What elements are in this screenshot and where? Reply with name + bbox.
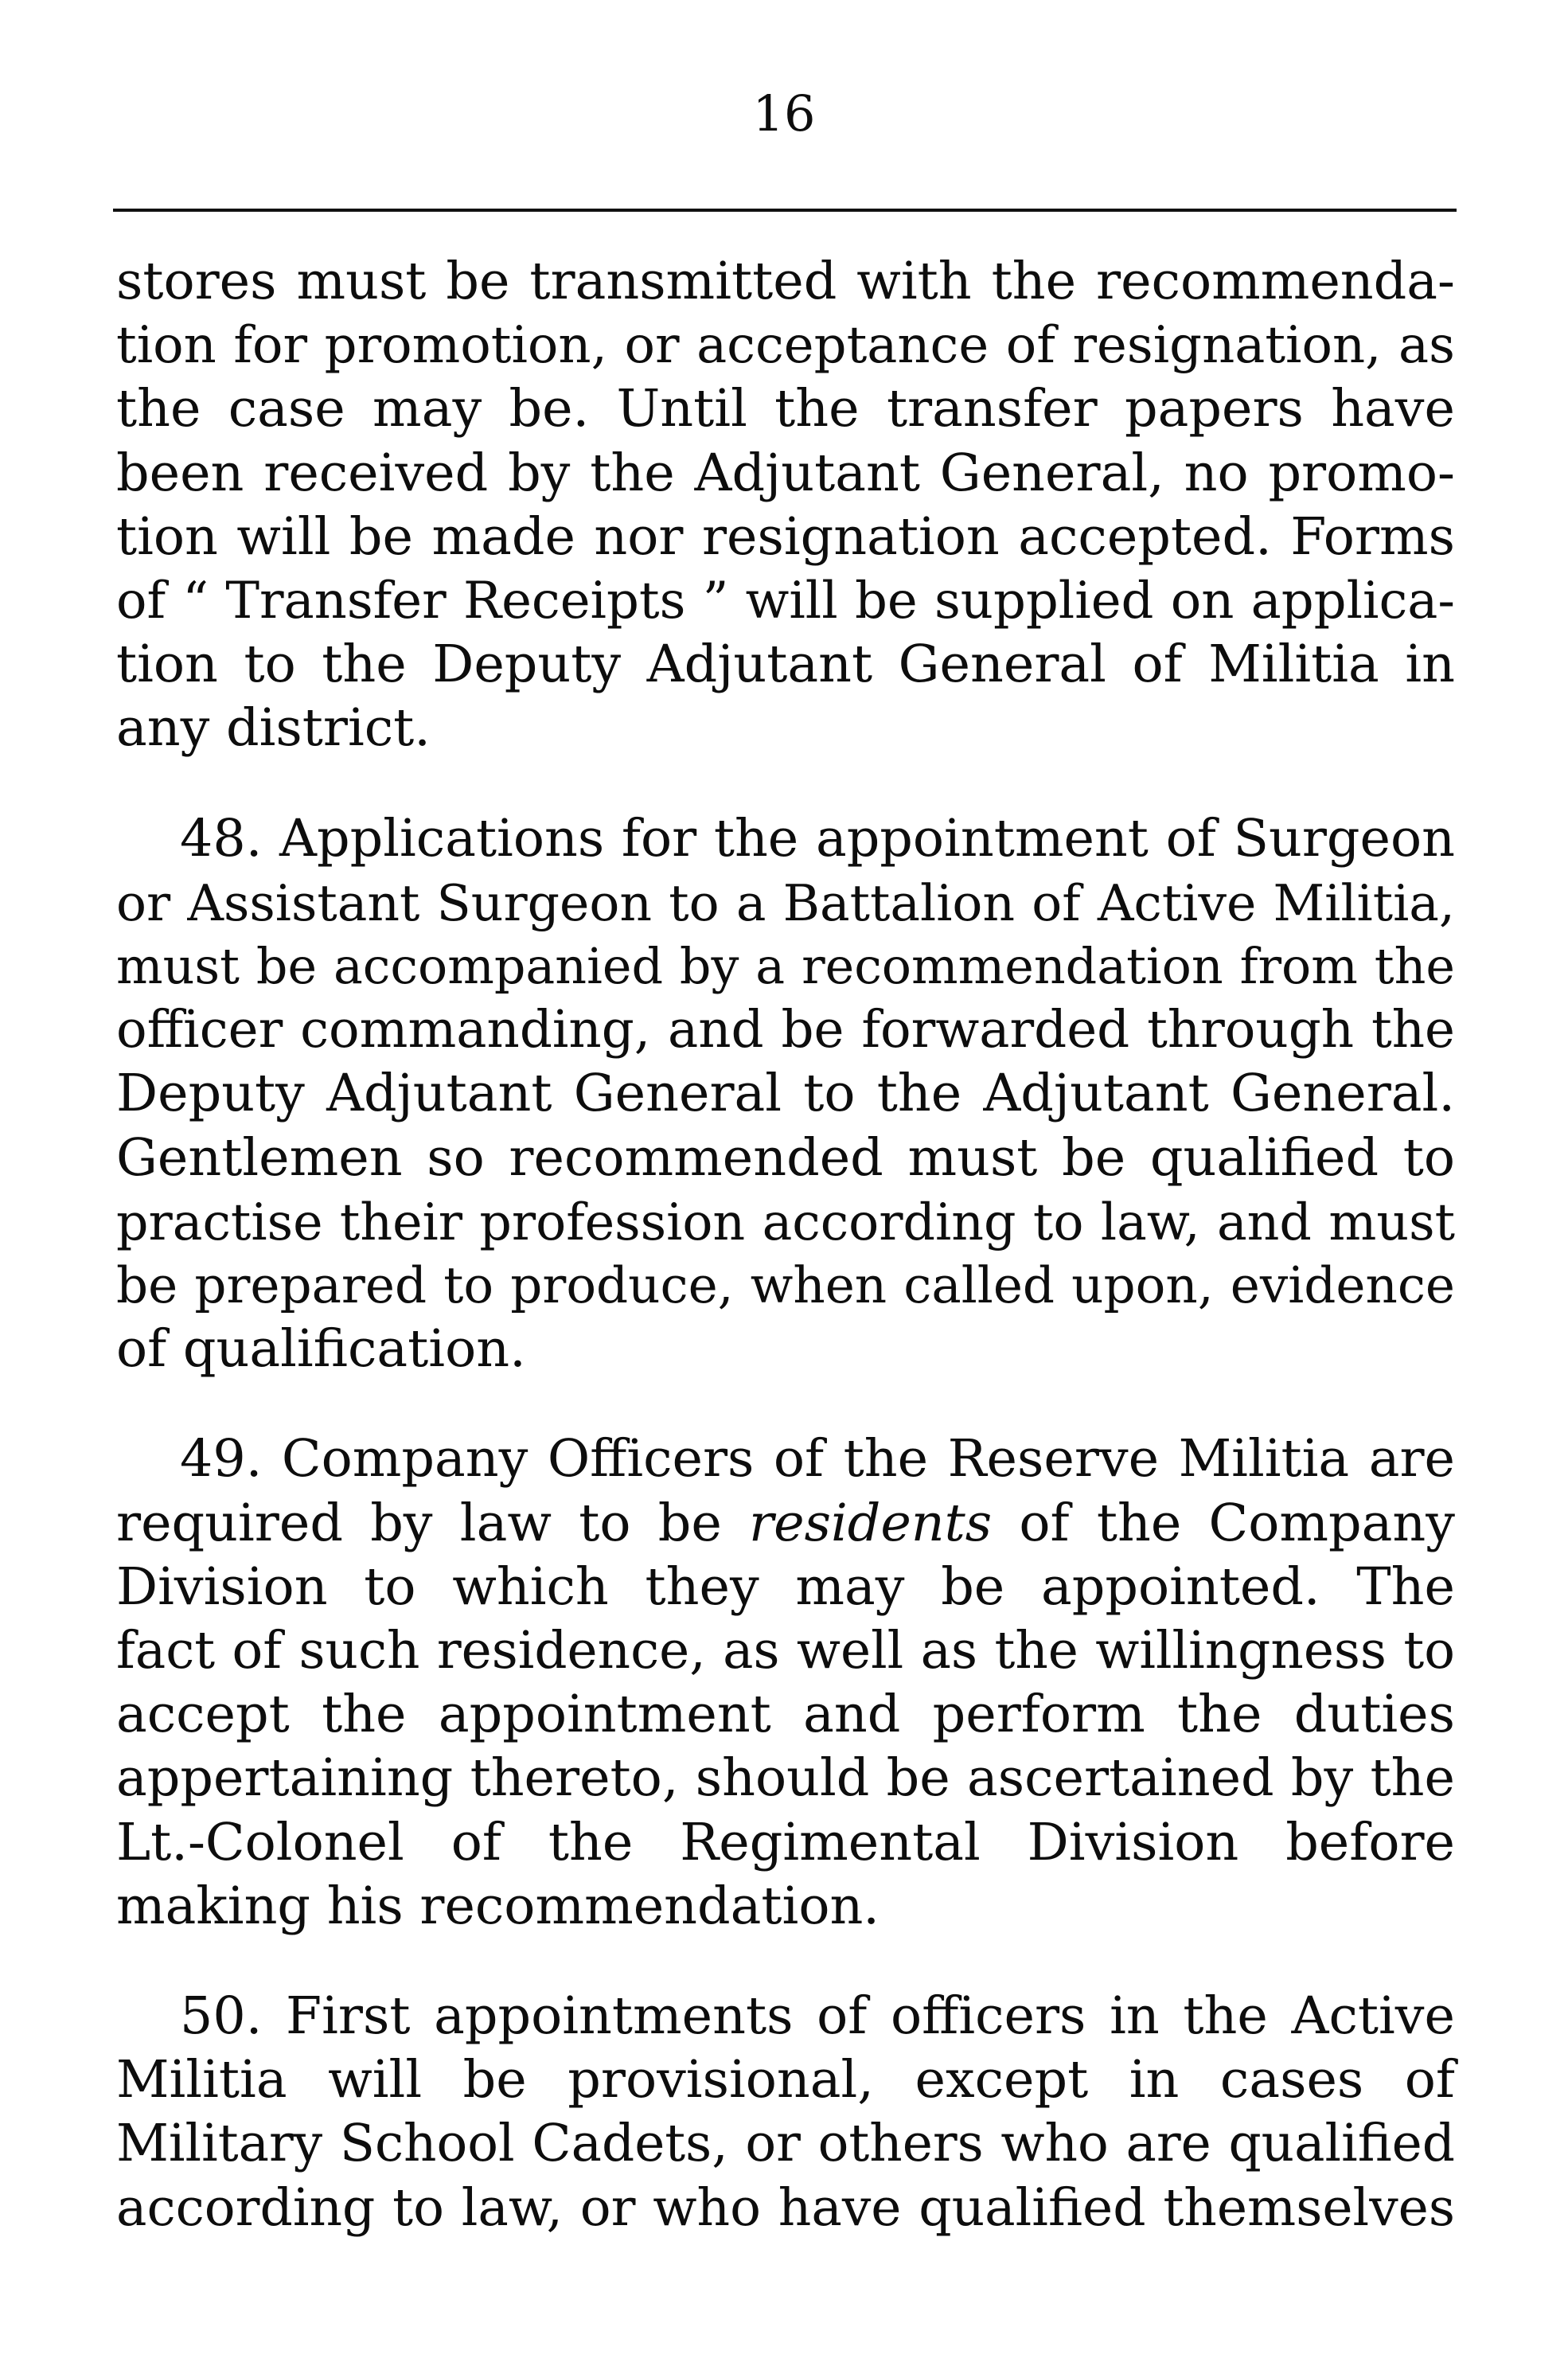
text-line: fact of such residence, as well as the willingness to — [116, 1621, 1455, 1681]
text-line: Deputy Adjutant General to the Adjutant General. — [116, 1064, 1455, 1124]
text-line: according to law, or who have qualified themselves — [116, 2177, 1455, 2238]
text-line: practise their profession according to law, and must — [116, 1192, 1455, 1251]
paragraph-49 — [116, 1427, 1455, 1939]
body-text — [116, 250, 1455, 2240]
text-line: Gentlemen so recommended must be qualified to — [116, 1127, 1455, 1188]
page-number: 16 — [752, 84, 816, 143]
text-line — [116, 1492, 1455, 1556]
text-line: 48. Applications for the appointment of Surgeon — [180, 808, 1455, 869]
text-line: 49. Company Officers of the Reserve Militia are — [180, 1429, 1455, 1490]
paragraph-continuation — [116, 250, 1455, 761]
text-line: accept the appointment and perform the duties — [116, 1685, 1455, 1745]
text-line: any district. — [116, 698, 431, 759]
text-fragment: of the Company — [992, 1493, 1455, 1553]
text-line: of “ Transfer Receipts ” will be supplied on applica- — [116, 572, 1455, 631]
text-line: of qualification. — [116, 1319, 526, 1380]
text-line: tion for promotion, or acceptance of resignation, as — [116, 316, 1455, 376]
text-line: or Assistant Surgeon to a Battalion of Active Militia, — [116, 873, 1455, 932]
paragraph-50 — [116, 1985, 1455, 2240]
text-fragment: required by law to be — [116, 1493, 750, 1553]
text-line: appertaining thereto, should be ascertained by the — [116, 1748, 1455, 1809]
text-line: Lt.-Colonel of the Regimental Division before — [116, 1812, 1455, 1872]
text-line: must be accompanied by a recommendation from the — [116, 938, 1455, 996]
text-line: officer commanding, and be forwarded through the — [116, 1000, 1455, 1060]
paragraph-48 — [116, 807, 1455, 1382]
text-line: Military School Cadets, or others who are qualified — [116, 2114, 1455, 2174]
text-line: been received by the Adjutant General, no promo- — [116, 443, 1455, 503]
text-line: the case may be. Until the transfer papers have — [116, 379, 1455, 439]
text-line: Militia will be provisional, except in cases of — [116, 2050, 1455, 2110]
text-line: making his recommendation. — [116, 1876, 880, 1936]
text-line: be prepared to produce, when called upon, evidence — [116, 1256, 1455, 1315]
text-line: 50. First appointments of officers in the Active — [180, 1986, 1455, 2047]
text-line: tion will be made nor resignation accepted. Forms — [116, 506, 1455, 567]
text-line: tion to the Deputy Adjutant General of Militia in — [116, 634, 1455, 695]
text-line: Division to which they may be appointed. The — [116, 1556, 1455, 1617]
text-line: stores must be transmitted with the recommenda- — [116, 252, 1455, 311]
header-rule — [113, 209, 1457, 212]
emphasis-residents: residents — [749, 1493, 993, 1553]
